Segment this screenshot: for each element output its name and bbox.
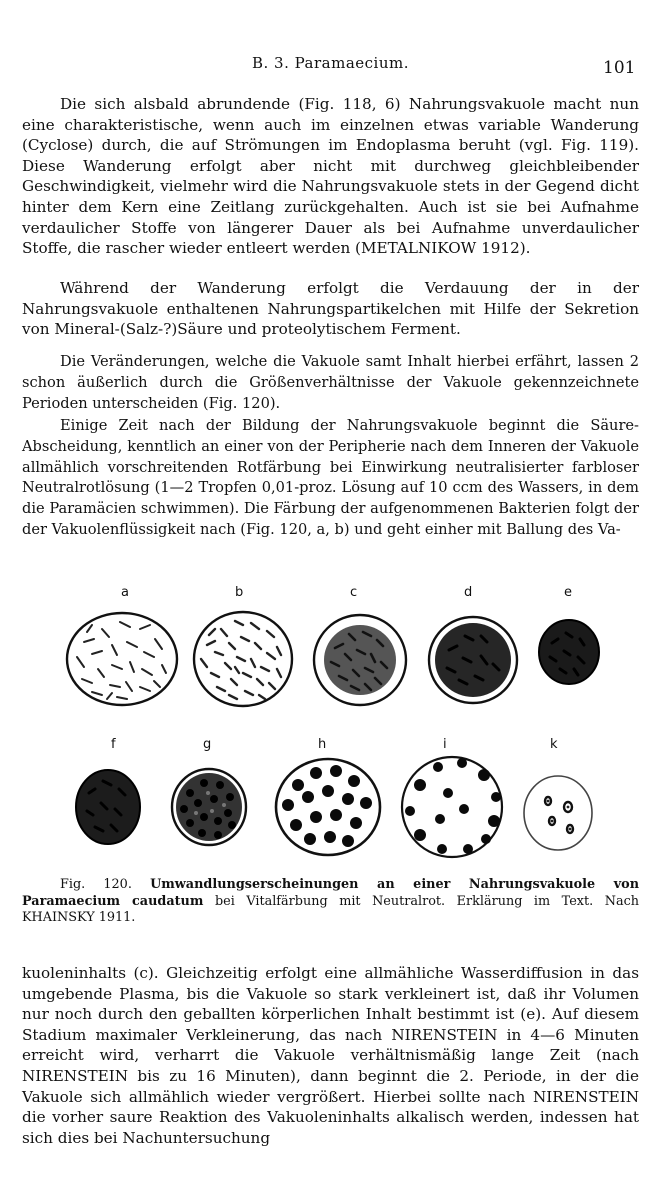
- paragraph-5: kuoleninhalts (c). Gleichzeitig erfolgt eine allmähliche Wasserdiffusion in das umgebende Plasma, bis die Vakuole so stark verkleinert ist, daß ihr Volumen nur noch durch den geballten körperlichen Inhalt bestimmt ist (e). Auf diesem Stadium maximaler Verkleinerung, das nach NIRENSTEIN in 4—6 Minuten erreicht wird, verharrt die Vakuole verhältnismäßig lange Zeit (nach NIRENSTEIN bis zu 16 Minuten), dann beginnt die 2. Periode, in der die Vakuole sich allmählich wieder vergrößert. Hierbei sollte nach NIRENSTEIN die vorher saure Reaktion des Vakuoleninhalts alkalisch werden, indessen hat sich dies bei Nachuntersuchung: [22, 964, 639, 1147]
- vacuole-g: [168, 765, 250, 849]
- paragraph-1: Die sich alsbald abrundende (Fig. 118, 6) Nahrungsvakuole macht nun eine charakteristische, wenn auch im einzelnen etwas variable Wanderung (Cyclose) durch, die auf Strömungen im Endoplasma beruht (vgl. Fig. 119). Diese Wanderung erfolgt aber nicht mit durchweg gleichbleibender Geschwindigkeit, vielmehr wird die Nahrungsvakuole stets in der Gegend dicht hinter dem Kern eine Zeitlang zurückgehalten. Auch ist sie bei Aufnahme verdaulicher Stoffe von längerer Dauer als bei Aufnahme unverdaulicher Stoffe, die rascher wieder entleert werden (METALNIKOW 1912).: [22, 95, 639, 258]
- paragraph-2: Während der Wanderung erfolgt die Verdauung der in der Nahrungsvakuole enthaltenen Nahrungspartikelchen mit Hilfe der Sekretion von Mineral-(Salz-?)Säure und proteolytischem Ferment.: [22, 279, 639, 339]
- vacuole-c: [309, 610, 411, 710]
- figure-label-f: f: [111, 737, 116, 752]
- figure-label-a: a: [121, 585, 129, 600]
- paragraph-4: Einige Zeit nach der Bildung der Nahrungsvakuole beginnt die Säure-Abscheidung, kenntlich an einer von der Peripherie nach dem Inneren der Vakuole allmählich vorschreitenden Rotfärbung bei Einwirkung neutralisierter farbloser Neutralrotlösung (1—2 Tropfen 0,01-proz. Lösung auf 10 ccm des Wassers, in dem die Paramäcien schwimmen). Die Färbung der aufgenommenen Bakterien folgt der der Vakuolenflüssigkeit nach (Fig. 120, a, b) und geht einher mit Ballung des Va-: [22, 417, 639, 538]
- running-head: B. 3. Paramaecium.: [252, 54, 410, 72]
- figure-caption: [22, 877, 639, 927]
- vacuole-e: [536, 617, 602, 687]
- figure-label-k: k: [550, 737, 558, 752]
- figure-label-i: i: [443, 737, 447, 752]
- caption-prefix: Fig. 120.: [60, 877, 132, 892]
- figure-label-b: b: [235, 585, 244, 600]
- vacuole-h: [272, 755, 384, 859]
- vacuole-k: [520, 773, 596, 853]
- figure-120: [40, 585, 640, 860]
- figure-label-h: h: [318, 737, 327, 752]
- page-number: 101: [603, 58, 636, 78]
- vacuole-i: [398, 753, 506, 861]
- caption-text: bei Vitalfärbung mit Neutralrot. Erklärung im Text. Nach KHAINSKY 1911.: [22, 893, 639, 926]
- figure-label-c: c: [350, 585, 358, 600]
- vacuole-d: [425, 612, 521, 708]
- figure-label-d: d: [464, 585, 473, 600]
- figure-label-e: e: [564, 585, 572, 600]
- paragraph-3: Die Veränderungen, welche die Vakuole samt Inhalt hierbei erfährt, lassen 2 schon äußerlich durch die Größenverhältnisse der Vakuole gekennzeichnete Perioden unterscheiden (Fig. 120).: [22, 353, 639, 412]
- vacuole-b: [189, 607, 297, 712]
- caption-title: Umwandlungserscheinungen an einer Nahrungsvakuole von Paramaecium caudatum: [22, 877, 639, 909]
- figure-label-g: g: [203, 737, 212, 752]
- page-header: [0, 54, 661, 78]
- vacuole-f: [73, 767, 143, 847]
- vacuole-a: [62, 607, 182, 712]
